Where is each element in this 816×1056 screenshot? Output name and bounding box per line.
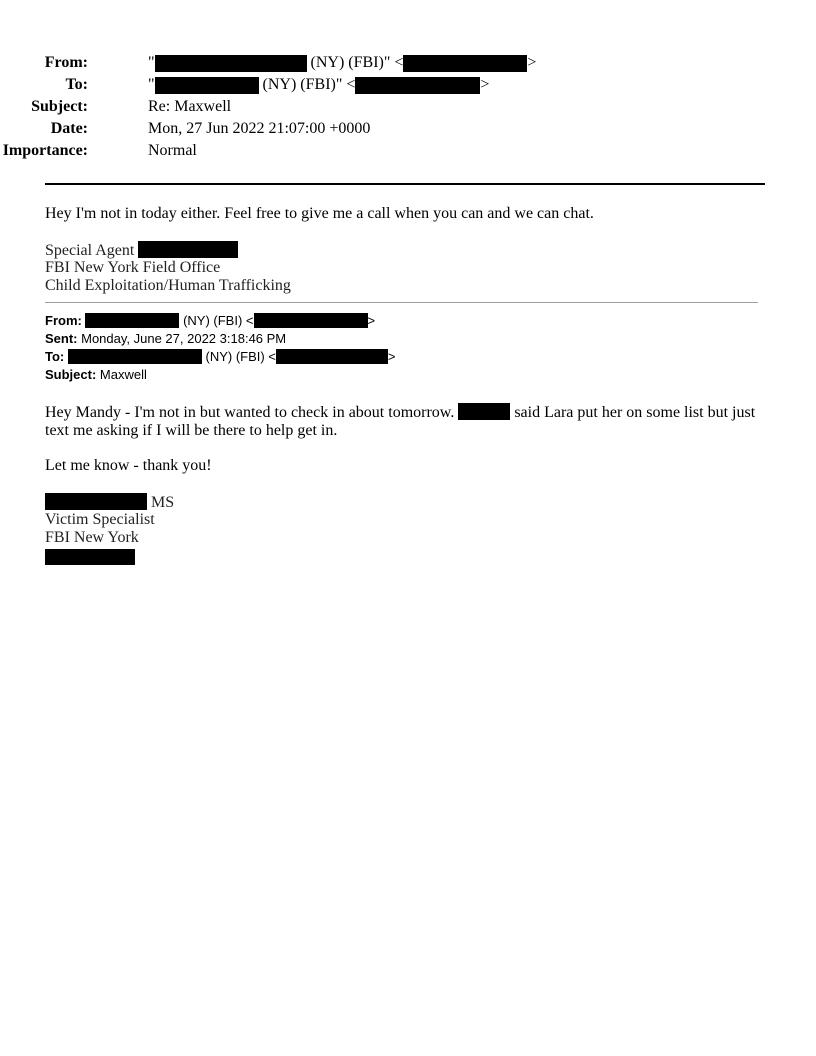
quoted-from-row — [45, 312, 375, 330]
quoted-sent-label: Sent: — [45, 331, 78, 346]
quoted-to-mid: (NY) (FBI) < — [201, 349, 276, 364]
from-quote: " — [148, 54, 155, 71]
reply-sig-title: Special Agent — [45, 242, 135, 259]
header-from-row — [0, 52, 760, 74]
quoted-to-row — [45, 348, 396, 366]
quoted-sent-value: Monday, June 27, 2022 3:18:46 PM — [81, 331, 287, 346]
quoted-body — [45, 403, 761, 440]
to-quote: " — [148, 76, 155, 93]
from-suffix: > — [527, 54, 537, 71]
quoted-sig-office: FBI New York — [45, 529, 139, 546]
from-value — [148, 52, 536, 74]
from-mid: (NY) (FBI)" < — [306, 54, 404, 71]
redaction-to-name — [155, 77, 259, 94]
to-label: To: — [65, 76, 88, 93]
date-label: Date: — [50, 120, 88, 137]
quote-divider — [45, 302, 758, 303]
redaction-quoted-to-name — [68, 349, 202, 364]
quoted-body-pre: Hey Mandy - I'm not in but wanted to check in about tomorrow. — [45, 404, 455, 421]
redaction-quoted-from-name — [85, 313, 179, 328]
quoted-from-mid: (NY) (FBI) < — [179, 313, 254, 328]
quoted-closing: Let me know - thank you! — [45, 457, 212, 474]
quoted-from-label: From: — [45, 313, 82, 328]
quoted-from-suffix: > — [367, 313, 376, 328]
redaction-specialist-phone — [45, 549, 135, 565]
from-label: From: — [44, 54, 88, 71]
importance-label: Importance: — [2, 142, 88, 159]
quoted-sig-phone-row — [45, 548, 135, 566]
to-mid: (NY) (FBI)" < — [258, 76, 356, 93]
header-importance-row — [0, 140, 760, 162]
header-subject-row — [0, 96, 760, 118]
reply-body: Hey I'm not in today either. Feel free to give me a call when you can and we can chat. — [45, 205, 594, 222]
to-value — [148, 74, 489, 96]
header-divider — [45, 183, 765, 185]
date-value: Mon, 27 Jun 2022 21:07:00 +0000 — [148, 120, 371, 137]
redaction-agent-name — [138, 241, 238, 258]
reply-sig-unit: Child Exploitation/Human Trafficking — [45, 277, 291, 294]
header-to-row — [0, 74, 760, 96]
quoted-sig-suffix: MS — [151, 494, 175, 511]
redaction-from-email — [403, 55, 527, 72]
quoted-subject-row — [45, 366, 147, 384]
redaction-specialist-name — [45, 493, 147, 510]
quoted-to-suffix: > — [387, 349, 396, 364]
redaction-quoted-body-name — [458, 403, 510, 420]
quoted-sent-row — [45, 330, 286, 348]
quoted-body-post: said Lara put her on some list but just text me asking if I will be there to help get in. — [45, 404, 756, 439]
quoted-to-label: To: — [45, 349, 65, 364]
reply-sig-office: FBI New York Field Office — [45, 259, 221, 276]
importance-value: Normal — [148, 142, 197, 159]
reply-sig-title-row — [45, 241, 238, 260]
redaction-from-name — [155, 55, 307, 72]
to-suffix: > — [480, 76, 490, 93]
header-date-row — [0, 118, 760, 140]
redaction-quoted-from-email — [254, 313, 368, 328]
quoted-sig-name-row — [45, 493, 174, 512]
subject-value: Re: Maxwell — [148, 98, 232, 115]
redaction-to-email — [355, 77, 480, 94]
redaction-quoted-to-email — [276, 349, 388, 364]
quoted-subject-value: Maxwell — [99, 367, 147, 382]
quoted-sig-title: Victim Specialist — [45, 511, 155, 528]
subject-label: Subject: — [31, 98, 88, 115]
quoted-subject-label: Subject: — [45, 367, 97, 382]
